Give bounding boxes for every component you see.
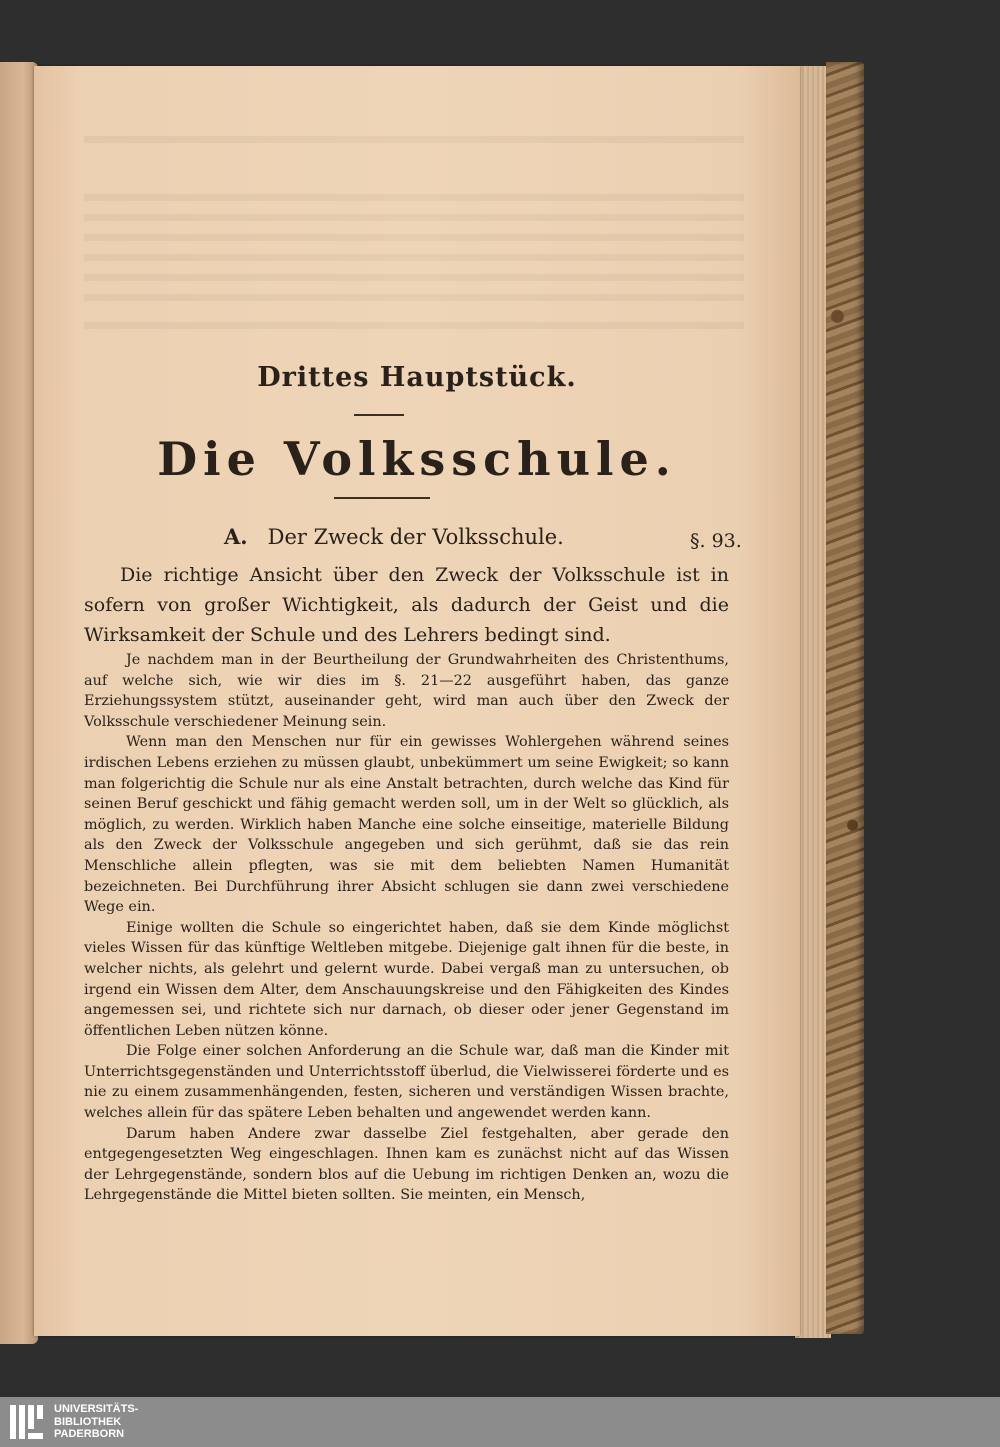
show-through-line	[84, 136, 744, 143]
show-through-line	[84, 274, 744, 281]
show-through-line	[84, 322, 744, 329]
heading-rule	[354, 414, 404, 416]
paragraph: Die Folge einer solchen Anforderung an die Schule war, daß man die Kinder mit Unterrichtsgegenständen und Unterrichtsstoff überlud, die Vielwisserei förderte und es nie zu einem zusammenhängenden, festen, sicheren und verständigen Wissen brachte, welches allein für das spätere Leben behalten und angewendet werden kann.	[84, 1043, 729, 1122]
show-through-line	[84, 194, 744, 201]
library-footer-bar	[0, 1397, 1000, 1447]
show-through-line	[84, 234, 744, 241]
section-title: Der Zweck der Volksschule.	[267, 525, 564, 549]
section-letter: A.	[224, 524, 248, 549]
book-page	[34, 66, 800, 1336]
show-through-line	[84, 254, 744, 261]
library-name-line: BIBLIOTHEK	[54, 1415, 122, 1428]
lead-paragraph: Die richtige Ansicht über den Zweck der Volksschule ist in sofern von großer Wichtigkeit, als dadurch der Geist und die Wirksamkeit der Schule und des Lehrers bedingt sind.	[84, 564, 729, 646]
paragraph: Einige wollten die Schule so eingerichtet haben, daß sie dem Kinde möglichst vieles Wissen für das künftige Weltleben mitgebe. Diejenige galt ihnen für die beste, in welcher nichts, als gelehrt und gelernt wurde. Dabei vergaß man zu untersuchen, ob irgend ein Wissen dem Alter, dem Anschauungskreise und den Fähigkeiten des Kindes angemessen sei, und richtete sich nur darnach, ob dieser oder jener Gegenstand im öffentlichen Leben nützen könne.	[84, 919, 729, 1039]
library-name	[54, 1403, 138, 1441]
part-heading: Drittes Hauptstück.	[257, 362, 577, 393]
paragraph: Wenn man den Menschen nur für ein gewisses Wohlergehen während seines irdischen Lebens erziehen zu müssen glaubt, unbekümmert um seine Ewigkeit; so kann man folgerichtig die Schule nur als eine Anstalt betrachten, durch welche das Kind für seinen Beruf geschickt und fähig gemacht werden soll, um in der Welt so glücklich, als möglich, zu werden. Wirklich haben Manche eine solche einseitige, materielle Bildung als den Zweck der Volksschule angegeben und sich gerühmt, daß sie das rein Menschliche allein pflegten, was sie mit dem beliebten Namen Humanität bezeichneten. Bei Durchführung ihrer Absicht schlugen sie dann zwei verschiedene Wege ein.	[84, 734, 729, 916]
marbled-cover-board	[826, 62, 864, 1334]
title-rule	[334, 497, 430, 499]
section-number: §. 93.	[690, 530, 742, 552]
show-through-line	[84, 294, 744, 301]
library-name-line: PADERBORN	[54, 1428, 125, 1440]
library-name-line: UNIVERSITÄTS-	[54, 1403, 139, 1415]
university-library-logo-icon	[8, 1403, 46, 1441]
left-page-edge	[0, 62, 38, 1344]
paragraph: Darum haben Andere zwar dasselbe Ziel festgehalten, aber gerade den entgegengesetzten Weg eingeschlagen. Ihnen kam es zunächst nicht auf das Wissen der Lehrgegenstände, sondern blos auf die Uebung im richtigen Denken an, wozu die Lehrgegenstände die Mittel bieten sollten. Sie meinten, ein Mensch,	[84, 1125, 729, 1204]
section-heading	[224, 524, 564, 549]
show-through-line	[84, 214, 744, 221]
body-text	[84, 650, 729, 1206]
chapter-title: Die Volksschule.	[157, 432, 677, 486]
paragraph: Je nachdem man in der Beurtheilung der Grundwahrheiten des Christenthums, auf welche sich, wie wir dies im §. 21—22 ausgeführt haben, das ganze Erziehungssystem stützt, auseinander geht, wird man auch über den Zweck der Volksschule verschiedener Meinung sein.	[84, 652, 729, 730]
